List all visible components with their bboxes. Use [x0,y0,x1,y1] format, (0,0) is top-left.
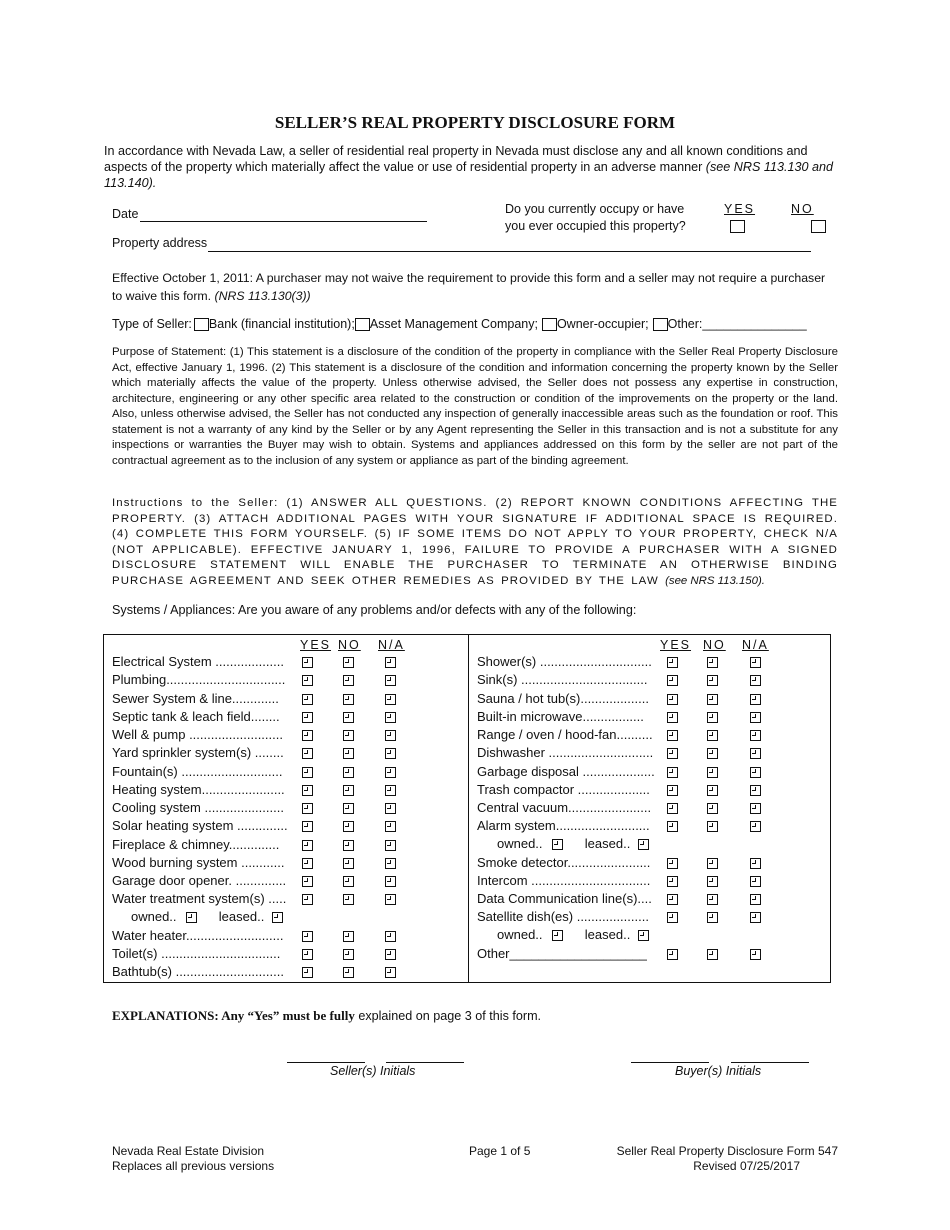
no-checkbox[interactable] [707,657,718,668]
yes-checkbox[interactable] [302,675,313,686]
yes-checkbox[interactable] [302,840,313,851]
table-row [112,709,462,727]
na-checkbox[interactable] [750,876,761,887]
table-row [112,654,462,672]
na-checkbox[interactable] [385,748,396,759]
na-checkbox[interactable] [385,657,396,668]
no-checkbox[interactable] [707,858,718,869]
address-label: Property address [112,236,208,250]
yes-checkbox[interactable] [302,694,313,705]
instructions-text: Instructions to the Seller: (1) ANSWER ALL QUESTIONS. (2) REPORT KNOWN CONDITIONS AFFECTING THE PROPERTY. (3) ATTACH ADDITIONAL PAGES WITH YOUR SIGNATURE IF ADDITIONAL SPACE IS REQUIRED. (4) COMPLETE THIS FORM YOURSELF. (5) IF SOME ITEMS DO NOT APPLY TO YOUR PROPERTY, CHECK N/A (NOT APPLICABLE). EFFECTIVE JANUARY 1, 1996, FAILURE TO PROVIDE A PURCHASER WITH A SIGNED DISCLOSURE STATEMENT WILL ENABLE THE PURCHASER TO TERMINATE AN OTHERWISE BINDING PURCHASE AGREEMENT AND SEEK OTHER REMEDIES AS PROVIDED BY THE LAW [112,497,838,587]
na-checkbox[interactable] [385,858,396,869]
footer-right [614,1144,838,1174]
na-checkbox[interactable] [750,912,761,923]
footer-form-name: Seller Real Property Disclosure Form 547 [616,1144,838,1158]
table-row [112,764,462,782]
right-na-header: N/A [742,638,769,652]
seller-type-other: Other:_______________ [667,317,807,331]
table-row [112,782,462,800]
table-row [112,873,462,891]
footer-division: Nevada Real Estate Division [112,1144,265,1158]
yes-checkbox[interactable] [302,657,313,668]
alarm-leased-checkbox[interactable] [638,839,649,850]
table-row [112,891,462,909]
na-checkbox[interactable] [750,821,761,832]
no-checkbox[interactable] [343,876,354,887]
date-field[interactable] [140,221,427,222]
yes-checkbox[interactable] [302,803,313,814]
no-checkbox[interactable] [707,803,718,814]
na-checkbox[interactable] [385,821,396,832]
item-label: Sauna / hot tub(s)................... [477,691,649,706]
yes-checkbox[interactable] [302,931,313,942]
item-label: Shower(s) ............................... [477,654,652,669]
item-label: Data Communication line(s).... [477,891,652,906]
table-row [477,800,827,818]
yes-checkbox[interactable] [667,712,678,723]
item-label: Trash compactor .................... [477,782,650,797]
item-label: Fireplace & chimney.............. [112,837,280,852]
no-checkbox[interactable] [343,694,354,705]
no-checkbox[interactable] [343,931,354,942]
na-checkbox[interactable] [750,712,761,723]
na-checkbox[interactable] [750,694,761,705]
right-yes-header: YES [660,638,692,652]
no-checkbox[interactable] [707,730,718,741]
item-label: Satellite dish(es) .................... [477,909,649,924]
na-checkbox[interactable] [385,675,396,686]
item-label: Dishwasher ............................. [477,745,654,760]
table-row [112,691,462,709]
table-row [112,727,462,745]
item-label: Solar heating system .............. [112,818,288,833]
na-checkbox[interactable] [750,767,761,778]
left-no-header: NO [338,638,361,652]
no-checkbox[interactable] [343,894,354,905]
table-row [477,764,827,782]
no-checkbox[interactable] [343,949,354,960]
table-row [477,745,827,763]
yes-checkbox[interactable] [302,858,313,869]
explanations-rest: explained on page 3 of this form. [354,1009,542,1023]
seller-type-other-checkbox[interactable] [653,318,668,331]
na-checkbox[interactable] [385,785,396,796]
buyer-initial-line-2[interactable] [731,1062,809,1063]
no-checkbox[interactable] [707,675,718,686]
no-checkbox[interactable] [707,894,718,905]
na-checkbox[interactable] [385,767,396,778]
no-checkbox[interactable] [343,675,354,686]
yes-checkbox[interactable] [667,894,678,905]
table-row [477,672,827,690]
seller-type-owner: Owner-occupier; [556,317,649,331]
table-row [112,837,462,855]
occupy-question [505,201,686,235]
yes-checkbox[interactable] [667,912,678,923]
page-number: Page 1 of 5 [469,1144,531,1158]
no-checkbox[interactable] [343,657,354,668]
yes-checkbox[interactable] [667,876,678,887]
item-label: Sink(s) ................................... [477,672,648,687]
alarm-owned-checkbox[interactable] [552,839,563,850]
yes-checkbox[interactable] [667,949,678,960]
no-checkbox[interactable] [343,730,354,741]
no-checkbox[interactable] [343,821,354,832]
buyer-initials-label: Buyer(s) Initials [675,1064,762,1078]
yes-checkbox[interactable] [667,821,678,832]
table-row [112,928,462,946]
table-row [112,745,462,763]
satellite-ownership [497,927,649,945]
no-checkbox[interactable] [707,821,718,832]
na-checkbox[interactable] [385,694,396,705]
yes-checkbox[interactable] [667,730,678,741]
instructions [112,496,838,590]
item-label: Plumbing................................. [112,672,286,687]
table-row [477,855,827,873]
effective-notice [112,269,832,305]
satellite-owned-checkbox[interactable] [552,930,563,941]
occupy-question-line2: you ever occupied this property? [505,219,686,233]
no-checkbox[interactable] [707,912,718,923]
na-checkbox[interactable] [750,785,761,796]
item-label: Other___________________ [477,946,647,961]
na-checkbox[interactable] [385,712,396,723]
table-row [477,946,827,964]
no-checkbox[interactable] [343,785,354,796]
item-label: Water heater........................... [112,928,284,943]
right-no-header: NO [703,638,726,652]
yes-checkbox[interactable] [302,767,313,778]
no-checkbox[interactable] [343,712,354,723]
leased-label: leased.. [218,909,265,924]
yes-checkbox[interactable] [302,785,313,796]
explanations-bold: EXPLANATIONS: Any “Yes” must be fully [112,1008,355,1023]
yes-checkbox[interactable] [667,675,678,686]
na-checkbox[interactable] [385,876,396,887]
table-divider [468,634,469,983]
yes-checkbox[interactable] [302,730,313,741]
item-label: Fountain(s) ............................ [112,764,283,779]
table-row [477,909,827,927]
occupy-no-header: NO [791,202,814,216]
form-title: SELLER’S REAL PROPERTY DISCLOSURE FORM [274,113,676,132]
yes-checkbox[interactable] [667,803,678,814]
seller-type-asset-checkbox[interactable] [355,318,370,331]
systems-intro: Systems / Appliances: Are you aware of any problems and/or defects with any of the following: [112,603,637,617]
yes-checkbox[interactable] [302,876,313,887]
occupy-yes-checkbox[interactable] [730,220,745,233]
seller-type-label: Type of Seller: [112,317,192,331]
item-label: Bathtub(s) .............................. [112,964,284,979]
intro-paragraph [104,143,842,191]
owned-label: owned.. [497,927,543,942]
date-label: Date [112,207,139,221]
seller-type-bank: Bank (financial institution); [208,317,355,331]
na-checkbox[interactable] [385,803,396,814]
na-checkbox[interactable] [750,730,761,741]
item-label: Heating system....................... [112,782,285,797]
table-row [112,800,462,818]
yes-checkbox[interactable] [667,767,678,778]
occupy-yes-header: YES [724,202,756,216]
buyer-initial-line-1[interactable] [631,1062,709,1063]
left-na-header: N/A [378,638,405,652]
intro-reference: (see NRS 113.130 and 113.140). [104,160,833,190]
owned-label: owned.. [497,836,543,851]
table-row [112,855,462,873]
na-checkbox[interactable] [385,894,396,905]
item-label: Garbage disposal .................... [477,764,655,779]
satellite-leased-checkbox[interactable] [638,930,649,941]
yes-checkbox[interactable] [667,657,678,668]
table-row [112,964,462,982]
item-label: Alarm system.......................... [477,818,650,833]
seller-initial-line-1[interactable] [287,1062,365,1063]
na-checkbox[interactable] [385,949,396,960]
seller-initials-label: Seller(s) Initials [330,1064,416,1078]
table-row [477,654,827,672]
item-label: Well & pump .......................... [112,727,283,742]
table-row [477,818,827,836]
table-row [112,672,462,690]
yes-checkbox[interactable] [667,694,678,705]
alarm-ownership [497,836,649,854]
yes-checkbox[interactable] [667,748,678,759]
owned-label: owned.. [131,909,177,924]
leased-label: leased.. [584,927,631,942]
water-treatment-owned-checkbox[interactable] [186,912,197,923]
no-checkbox[interactable] [707,748,718,759]
footer-replaces: Replaces all previous versions [112,1159,275,1173]
table-row [112,946,462,964]
purpose-statement: Purpose of Statement: (1) This statement is a disclosure of the condition of the property in compliance with the Seller Real Property Disclosure Act, effective January 1, 1996. (2) This statement is a disclosure of the condition and information concerning the property known by the Seller which materially affects the value of the property. Unless otherwise advised, the Seller does not possess any expertise in construction, architecture, engineering or any other specific area related to the construction or condition of the improvements on the property or the land. Also, unless otherwise advised, the Seller has not conducted any inspection of generally inaccessible areas such as the foundation or roof. This statement is not a warranty of any kind by the Seller or by any Agent representing the Seller in this transaction and is not a substitute for any inspections or warranties the Buyer may wish to obtain. Systems and appliances addressed on this form by the seller are not part of the contractual agreement as to the inclusion of any system or appliance as part of the binding agreement. [112,346,838,467]
no-checkbox[interactable] [343,840,354,851]
table-row [477,709,827,727]
item-label: Built-in microwave................. [477,709,644,724]
item-label: Garage door opener. .............. [112,873,287,888]
table-row [112,818,462,836]
effective-reference: (NRS 113.130(3)) [214,289,311,303]
na-checkbox[interactable] [385,730,396,741]
no-checkbox[interactable] [343,967,354,978]
no-checkbox[interactable] [707,785,718,796]
na-checkbox[interactable] [750,858,761,869]
water-treatment-leased-checkbox[interactable] [272,912,283,923]
seller-type-bank-checkbox[interactable] [194,318,209,331]
seller-type-owner-checkbox[interactable] [542,318,557,331]
item-label: Smoke detector....................... [477,855,651,870]
address-field[interactable] [208,251,811,252]
table-row [477,891,827,909]
yes-checkbox[interactable] [302,748,313,759]
left-yes-header: YES [300,638,332,652]
no-checkbox[interactable] [707,949,718,960]
no-checkbox[interactable] [707,767,718,778]
yes-checkbox[interactable] [302,967,313,978]
explanations-note [112,1008,541,1024]
table-row [477,691,827,709]
yes-checkbox[interactable] [302,712,313,723]
table-row [477,727,827,745]
instructions-reference: (see NRS 113.150). [665,574,765,587]
yes-checkbox[interactable] [302,949,313,960]
occupy-question-line1: Do you currently occupy or have [505,202,685,216]
item-label: Range / oven / hood-fan.......... [477,727,653,742]
na-checkbox[interactable] [750,894,761,905]
leased-label: leased.. [584,836,631,851]
item-label: Intercom ................................. [477,873,651,888]
yes-checkbox[interactable] [667,858,678,869]
occupy-no-checkbox[interactable] [811,220,826,233]
item-label: Electrical System ................... [112,654,284,669]
footer-left [112,1144,274,1174]
na-checkbox[interactable] [385,931,396,942]
item-label: Yard sprinkler system(s) ........ [112,745,284,760]
item-label: Central vacuum....................... [477,800,652,815]
footer-revised: Revised 07/25/2017 [693,1159,800,1173]
seller-initial-line-2[interactable] [386,1062,464,1063]
item-label: Sewer System & line............. [112,691,279,706]
item-label: Septic tank & leach field........ [112,709,280,724]
no-checkbox[interactable] [343,748,354,759]
yes-checkbox[interactable] [302,894,313,905]
no-checkbox[interactable] [707,712,718,723]
seller-type-row [112,317,807,331]
seller-type-asset: Asset Management Company; [369,317,538,331]
na-checkbox[interactable] [750,748,761,759]
no-checkbox[interactable] [343,803,354,814]
na-checkbox[interactable] [750,657,761,668]
item-label: Toilet(s) ................................. [112,946,281,961]
table-row [477,782,827,800]
no-checkbox[interactable] [343,858,354,869]
item-label: Wood burning system ............ [112,855,285,870]
item-label: Cooling system ...................... [112,800,284,815]
yes-checkbox[interactable] [302,821,313,832]
yes-checkbox[interactable] [667,785,678,796]
table-row [477,873,827,891]
no-checkbox[interactable] [707,694,718,705]
no-checkbox[interactable] [343,767,354,778]
na-checkbox[interactable] [385,967,396,978]
water-treatment-ownership [131,909,283,927]
na-checkbox[interactable] [750,803,761,814]
intro-text: In accordance with Nevada Law, a seller of residential real property in Nevada must disclose any and all known conditions and aspects of the property which materially affect the value or use of residential property in an adverse manner [104,144,808,174]
na-checkbox[interactable] [750,675,761,686]
no-checkbox[interactable] [707,876,718,887]
na-checkbox[interactable] [750,949,761,960]
na-checkbox[interactable] [385,840,396,851]
item-label: Water treatment system(s) ..... [112,891,287,906]
effective-text: Effective October 1, 2011: A purchaser may not waive the requirement to provide this form and a seller may not require a purchaser to waive this form. [112,271,826,303]
